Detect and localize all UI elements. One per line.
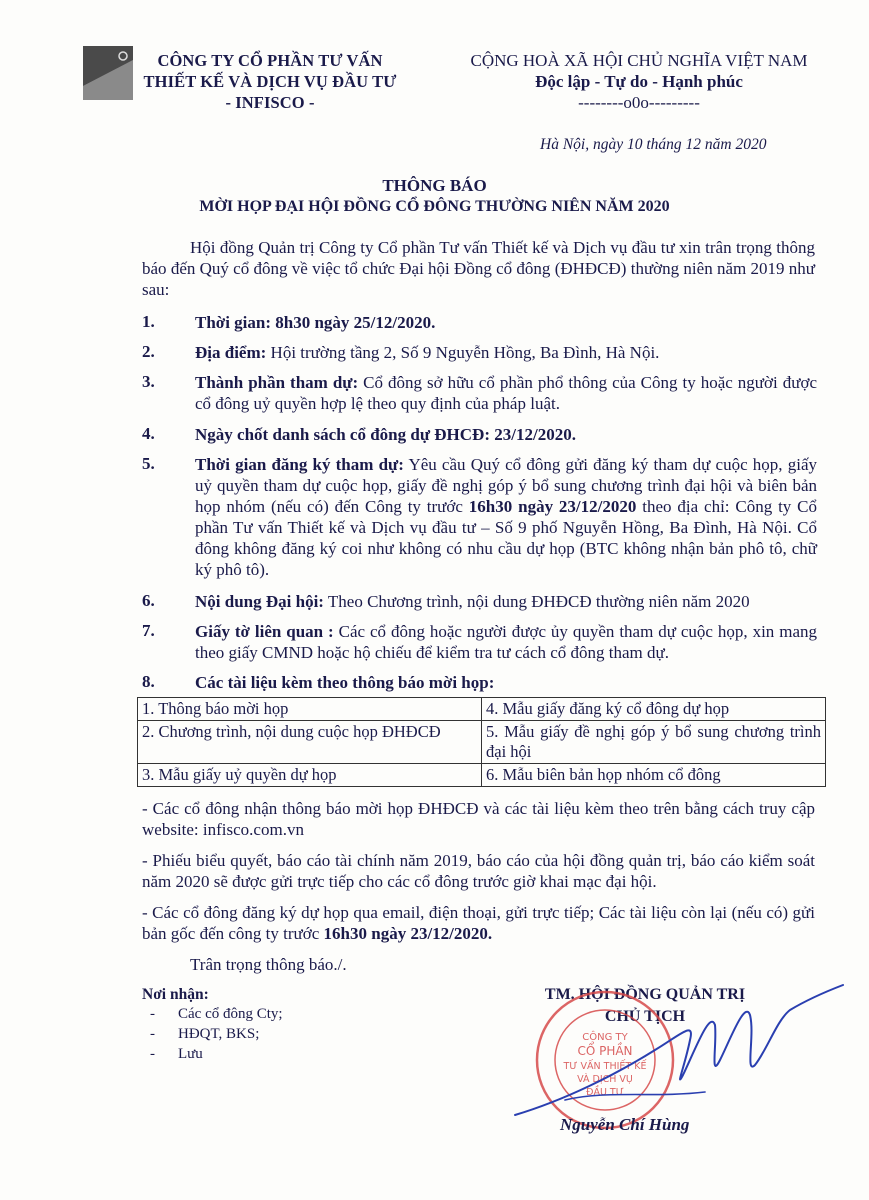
table-row bbox=[138, 764, 826, 787]
company-line2: THIẾT KẾ VÀ DỊCH VỤ ĐẦU TƯ bbox=[143, 72, 397, 91]
company-line1: CÔNG TY CỔ PHẦN TƯ VẤN bbox=[157, 51, 383, 70]
note-text: - Các cổ đông đăng ký dự họp qua email, điện thoại, gửi trực tiếp; Các tài liệu còn lại (nếu có) gửi bản gốc đến công ty trước bbox=[142, 903, 815, 943]
document-title: THÔNG BÁO bbox=[382, 176, 487, 195]
nation-line1: CỘNG HOÀ XÃ HỘI CHỦ NGHĨA VIỆT NAM bbox=[470, 51, 808, 70]
item-time bbox=[195, 312, 817, 333]
svg-text:TƯ VẤN THIẾT KẾ: TƯ VẤN THIẾT KẾ bbox=[563, 1061, 647, 1072]
company-name bbox=[140, 50, 400, 113]
recipient-text: Lưu bbox=[178, 1046, 203, 1062]
item-text: Yêu cầu Quý cổ đông gửi đăng ký tham dự cuộc họp, giấy uỷ quyền tham dự cuộc họp, giấy đề nghị góp ý bổ sung chương trình đại hội và biên bản họp nhóm (nếu có) đến Công ty trước bbox=[195, 455, 817, 516]
item-attachments bbox=[195, 672, 817, 693]
table-cell: 6. Mẫu biên bản họp nhóm cổ đông bbox=[482, 764, 826, 787]
table-row bbox=[138, 698, 826, 721]
item-label: Các tài liệu kèm theo thông báo mời họp: bbox=[195, 673, 495, 692]
recipient-item bbox=[150, 1026, 259, 1043]
svg-text:VÀ DỊCH VỤ: VÀ DỊCH VỤ bbox=[577, 1074, 633, 1085]
item-record-date bbox=[195, 424, 817, 445]
item-location bbox=[195, 342, 817, 363]
item-number: 8. bbox=[142, 672, 155, 691]
company-line3: - INFISCO - bbox=[225, 93, 315, 112]
svg-text:CÔNG TY: CÔNG TY bbox=[582, 1032, 628, 1043]
recipient-text: Các cổ đông Cty; bbox=[178, 1006, 283, 1022]
nation-separator: --------o0o--------- bbox=[578, 93, 700, 112]
item-text: Theo Chương trình, nội dung ĐHĐCĐ thường niên năm 2020 bbox=[323, 592, 750, 611]
attachments-table bbox=[137, 697, 826, 787]
table-cell: 4. Mẫu giấy đăng ký cổ đông dự họp bbox=[482, 698, 826, 721]
intro-paragraph: Hội đồng Quản trị Công ty Cổ phần Tư vấn Thiết kế và Dịch vụ đầu tư xin trân trọng thông báo đến Quý cổ đông về việc tổ chức Đại hội Đồng cổ đông (ĐHĐCĐ) thường niên năm 2019 như sau: bbox=[142, 238, 815, 299]
nation-motto: Độc lập - Tự do - Hạnh phúc bbox=[535, 72, 743, 91]
recipient-dash: - bbox=[150, 1006, 155, 1022]
svg-text:ĐẦU TƯ: ĐẦU TƯ bbox=[586, 1087, 624, 1098]
table-cell: 1. Thông báo mời họp bbox=[138, 698, 482, 721]
item-number: 4. bbox=[142, 424, 155, 443]
handwritten-signature bbox=[505, 980, 845, 1120]
item-documents-required bbox=[195, 621, 817, 663]
item-label: Thành phần tham dự: bbox=[195, 373, 359, 392]
recipient-dash: - bbox=[150, 1026, 155, 1042]
recipients-title: Nơi nhận: bbox=[142, 986, 209, 1003]
item-label: Địa điểm: bbox=[195, 343, 267, 362]
item-number: 3. bbox=[142, 372, 155, 391]
note-deadline: 16h30 ngày 23/12/2020. bbox=[323, 924, 493, 943]
recipient-item bbox=[150, 1006, 283, 1023]
item-text: Cổ đông sở hữu cổ phần phổ thông của Công ty hoặc người được cổ đông uỷ quyền hợp lệ theo quy định của pháp luật. bbox=[195, 373, 817, 413]
table-cell: 3. Mẫu giấy uỷ quyền dự họp bbox=[138, 764, 482, 787]
signer-name: Nguyễn Chí Hùng bbox=[560, 1115, 690, 1134]
item-text-continued: theo địa chỉ: Công ty Cổ phần Tư vấn Thiết kế và Dịch vụ đầu tư – Số 9 phố Nguyễn Hồng, Ba Đình, Hà Nội. Cổ đông không đăng ký coi như không có nhu cầu dự họp (BTC không nhận bản phô tô, chữ ký phô tô). bbox=[195, 497, 817, 579]
item-attendees bbox=[195, 372, 817, 414]
recipient-dash: - bbox=[150, 1046, 155, 1062]
item-text: Hội trường tầng 2, Số 9 Nguyễn Hồng, Ba Đình, Hà Nội. bbox=[266, 343, 660, 362]
national-heading bbox=[448, 50, 830, 113]
item-registration bbox=[195, 454, 817, 580]
note-registration bbox=[142, 902, 815, 944]
item-label: Thời gian đăng ký tham dự: bbox=[195, 455, 404, 474]
table-cell: 2. Chương trình, nội dung cuộc họp ĐHĐCĐ bbox=[138, 721, 482, 764]
note-ballots: - Phiếu biểu quyết, báo cáo tài chính năm 2019, báo cáo của hội đồng quản trị, báo cáo kiểm soát năm 2020 sẽ được gửi trực tiếp cho các cổ đông trước giờ khai mạc đại hội. bbox=[142, 851, 815, 891]
item-text: Các cổ đông hoặc người được ủy quyền tham dự cuộc họp, xin mang theo giấy CMND hoặc hộ chiếu để kiểm tra tư cách cổ đông tham dự. bbox=[195, 622, 817, 662]
item-number: 5. bbox=[142, 454, 155, 473]
item-label: Giấy tờ liên quan : bbox=[195, 622, 334, 641]
document-date: Hà Nội, ngày 10 tháng 12 năm 2020 bbox=[540, 136, 767, 153]
closing-line: Trân trọng thông báo./. bbox=[190, 955, 347, 974]
item-number: 1. bbox=[142, 312, 155, 331]
svg-text:CỔ PHẦN: CỔ PHẦN bbox=[577, 1044, 633, 1058]
note-website: - Các cổ đông nhận thông báo mời họp ĐHĐCĐ và các tài liệu kèm theo trên bằng cách truy cập website: infisco.com.vn bbox=[142, 799, 815, 839]
item-label: Thời gian: 8h30 ngày 25/12/2020. bbox=[195, 313, 436, 332]
item-number: 6. bbox=[142, 591, 155, 610]
table-row bbox=[138, 721, 826, 764]
signature-position: CHỦ TỊCH bbox=[604, 1008, 686, 1025]
signature-role: TM. HỘI ĐỒNG QUẢN TRỊ bbox=[544, 986, 746, 1003]
item-label: Nội dung Đại hội: bbox=[195, 592, 324, 611]
infisco-logo bbox=[83, 46, 133, 100]
table-cell: 5. Mẫu giấy đề nghị góp ý bổ sung chương trình đại hội bbox=[482, 721, 826, 764]
recipient-item bbox=[150, 1046, 203, 1063]
item-content bbox=[195, 591, 817, 612]
item-label: Ngày chốt danh sách cổ đông dự ĐHCĐ: 23/12/2020. bbox=[195, 425, 576, 444]
item-deadline: 16h30 ngày 23/12/2020 bbox=[468, 497, 637, 516]
recipient-text: HĐQT, BKS; bbox=[178, 1026, 260, 1042]
item-number: 2. bbox=[142, 342, 155, 361]
item-number: 7. bbox=[142, 621, 155, 640]
document-subtitle: MỜI HỌP ĐẠI HỘI ĐỒNG CỔ ĐÔNG THƯỜNG NIÊN NĂM 2020 bbox=[199, 198, 670, 215]
